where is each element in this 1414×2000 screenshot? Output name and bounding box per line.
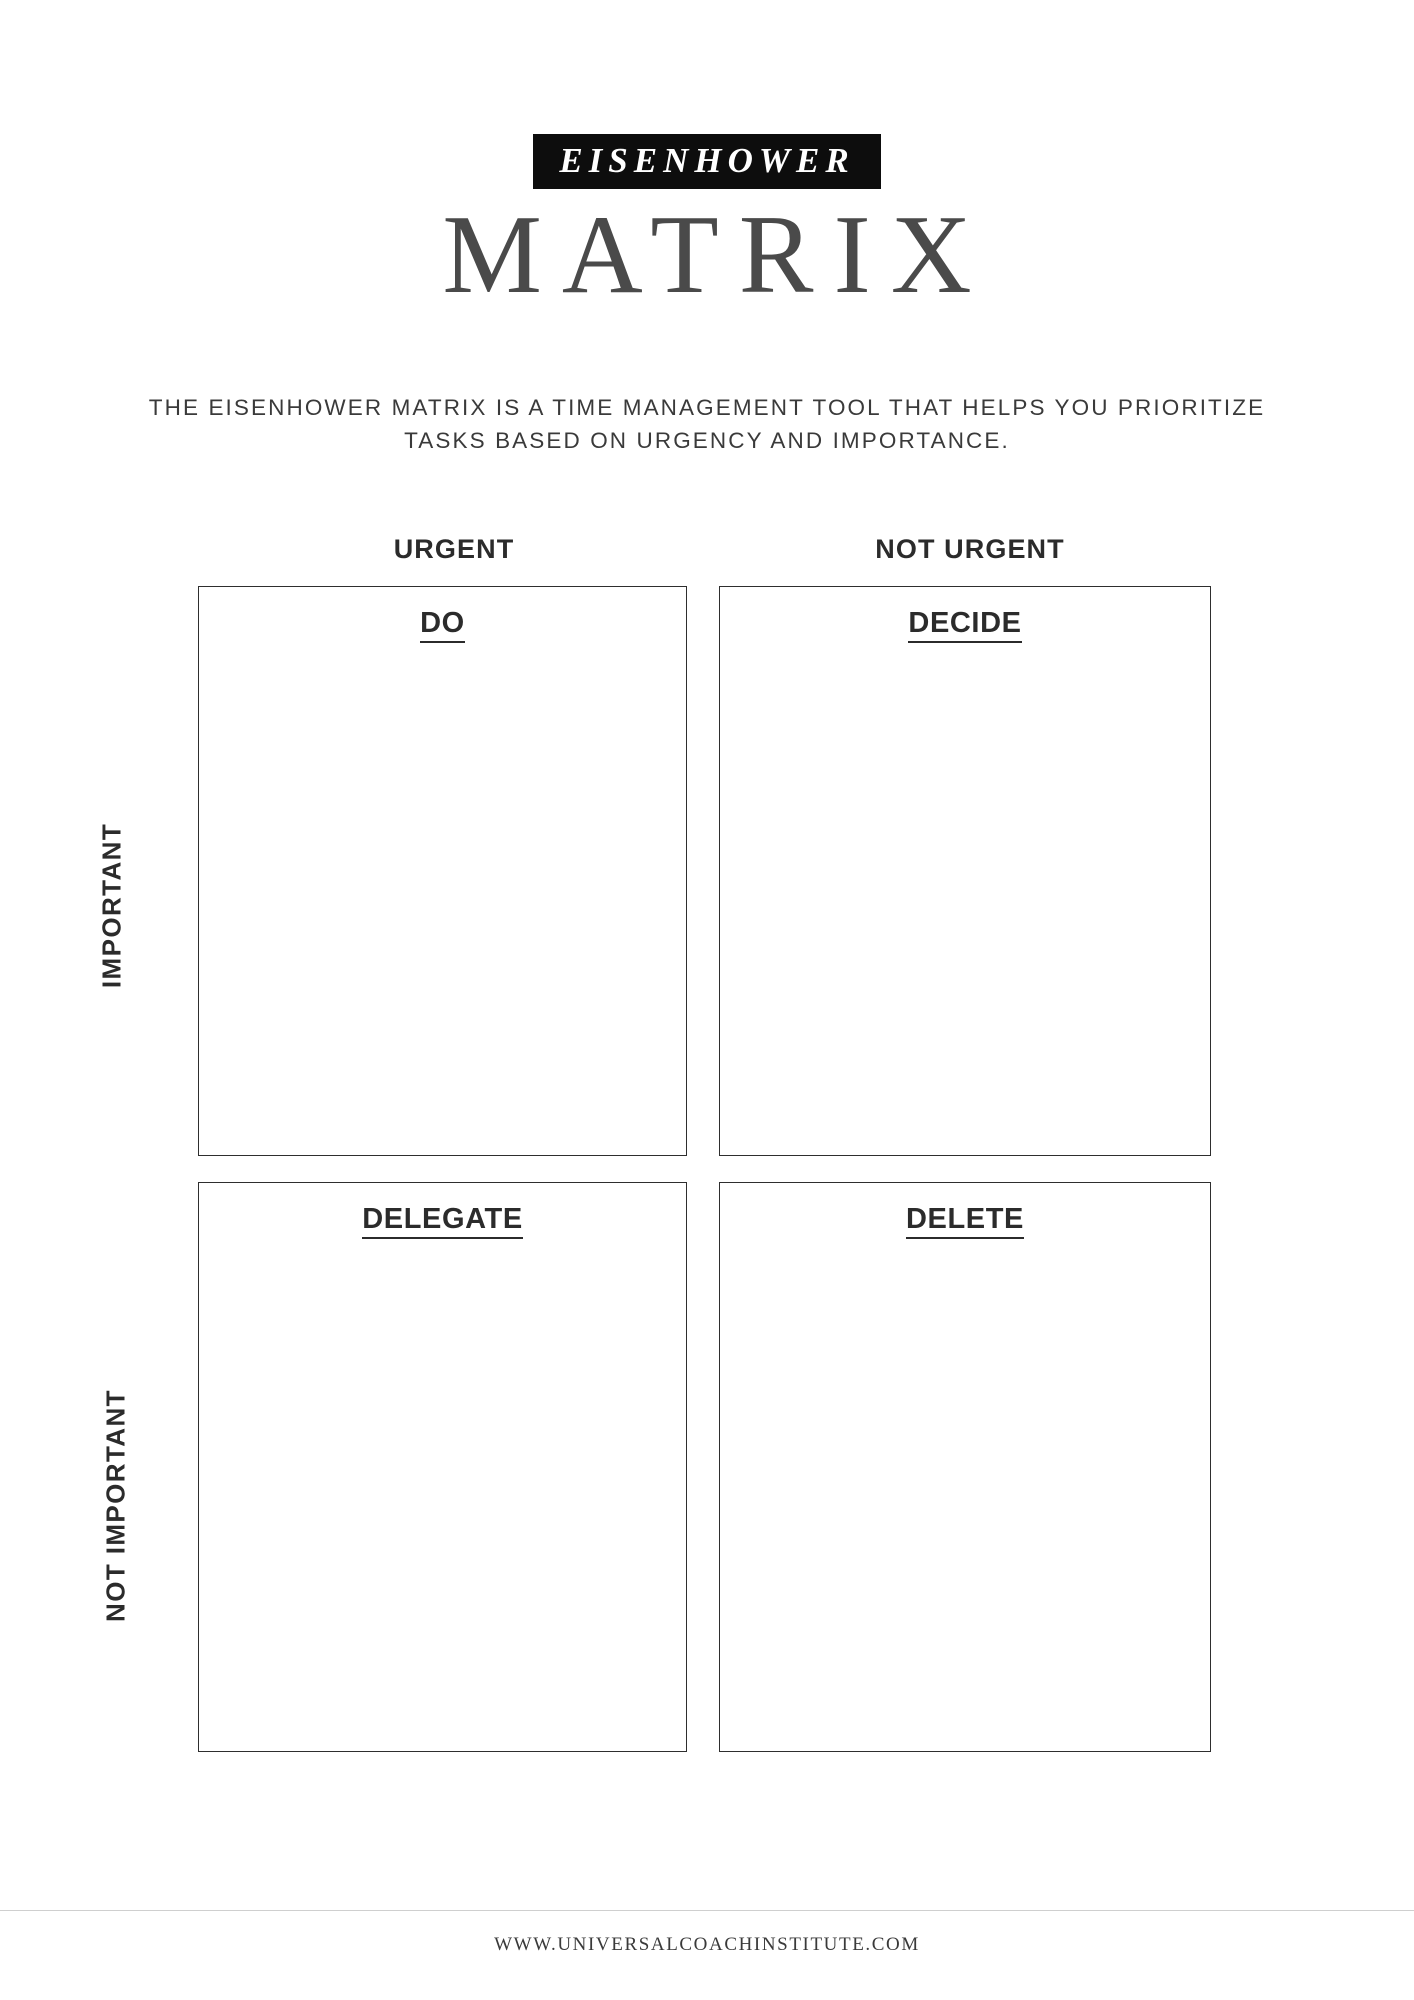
- quadrant-delegate[interactable]: [198, 1182, 687, 1752]
- quadrant-delete[interactable]: [719, 1182, 1211, 1752]
- quadrant-label-delegate: [199, 1203, 686, 1236]
- quadrant-label-decide-text: DECIDE: [908, 607, 1021, 643]
- quadrant-decide[interactable]: [719, 586, 1211, 1156]
- quadrant-label-delete-text: DELETE: [906, 1203, 1024, 1239]
- quadrant-body-do[interactable]: [199, 665, 686, 1155]
- footer-divider: [0, 1910, 1414, 1911]
- quadrant-body-decide[interactable]: [720, 665, 1210, 1155]
- quadrant-label-delete: [720, 1203, 1210, 1236]
- column-header-urgent: URGENT: [393, 534, 515, 564]
- row-header-important: IMPORTANT: [96, 822, 127, 989]
- title-block: [0, 134, 1414, 315]
- eyebrow-text: EISENHOWER: [559, 141, 855, 180]
- quadrant-label-do: [199, 607, 686, 640]
- column-header-not-urgent: NOT URGENT: [875, 534, 1065, 564]
- quadrant-label-do-text: DO: [420, 607, 465, 643]
- quadrant-do[interactable]: [198, 586, 687, 1156]
- eyebrow-banner: [533, 134, 880, 189]
- quadrant-body-delegate[interactable]: [199, 1261, 686, 1751]
- quadrant-body-delete[interactable]: [720, 1261, 1210, 1751]
- page-subtitle: THE EISENHOWER MATRIX IS A TIME MANAGEMENT TOOL THAT HELPS YOU PRIORITIZE TASKS BASED ON URGENCY AND IMPORTANCE.: [148, 395, 1266, 453]
- page-title: MATRIX: [442, 193, 992, 317]
- footer-url: WWW.UNIVERSALCOACHINSTITUTE.COM: [494, 1934, 920, 1955]
- quadrant-label-delegate-text: DELEGATE: [362, 1203, 523, 1239]
- quadrant-label-decide: [720, 607, 1210, 640]
- row-header-not-important: NOT IMPORTANT: [100, 1389, 131, 1622]
